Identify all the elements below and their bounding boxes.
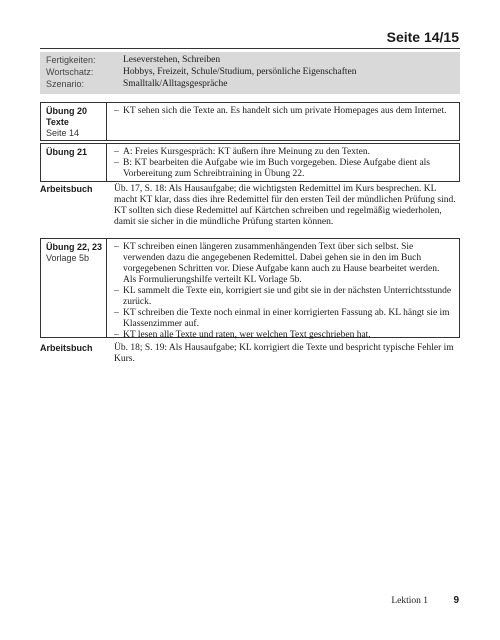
skills-row-szenario: [40, 79, 460, 91]
page-title: Seite 14/15: [386, 29, 459, 45]
exercise-title: Übung 20: [46, 106, 88, 116]
footer-lesson: Lektion 1: [391, 596, 428, 606]
skills-value: Leseverstehen, Schreiben: [123, 55, 221, 65]
workbook-note: [40, 184, 460, 228]
exercise-box-21: [40, 143, 460, 182]
exercise-item: – KT schreiben die Texte noch einmal in einer korrigierten Fassung ab. KL hängt sie im Klassenzimmer auf.: [114, 308, 450, 329]
workbook-text: Üb. 18; S. 19: Als Hausaufgabe; KL korrigiert die Texte und bespricht typische Fehler im Kurs.: [114, 343, 454, 364]
exercise-item: – A: Freies Kursgespräch: KT äußern ihre Meinung zu den Texten.: [114, 147, 370, 157]
exercise-page-ref: Seite 14: [46, 128, 80, 138]
skills-label: Szenario:: [46, 79, 85, 89]
workbook-text: Üb. 17, S. 18: Als Hausaufgabe; die wichtigsten Redemittel im Kurs besprechen. KL macht KT klar, dass dies ihre Redemittel für den ersten Teil der mündlichen Prüfung sind. KT sollten sich diese Redemittel auf Kärtchen schreiben und regelmäßig wiederholen, damit sie sicher in die mündliche Prüfung starten können.: [114, 184, 456, 227]
skills-box: [40, 52, 460, 94]
exercise-item: – KT sehen sich die Texte an. Es handelt sich um private Homepages aus dem Internet.: [114, 106, 447, 116]
exercise-label-cell: [41, 144, 107, 181]
workbook-label: Arbeitsbuch: [40, 343, 93, 353]
skills-row-wortschatz: [40, 67, 460, 79]
exercise-box-22-23: [40, 238, 460, 338]
exercise-item: – KL sammelt die Texte ein, korrigiert sie und gibt sie in der nächsten Unterrichtsstunde zurück.: [114, 286, 452, 307]
exercise-item: – KT schreiben einen längeren zusammenhängenden Text über sich selbst. Sie verwenden dazu die angegebenen Redemittel. Dabei gehen sie in den im Buch vorgegebenen Schritten vor. Diese Aufgabe kann auch zu Hause bearbeitet werden. Als Formulierungshilfe verteilt KL Vorlage 5b.: [114, 242, 440, 285]
exercise-title: Übung 21: [46, 147, 88, 157]
skills-value: Hobbys, Freizeit, Schule/Studium, persönliche Eigenschaften: [123, 67, 357, 77]
footer-page-number: 9: [453, 595, 459, 606]
exercise-item: – KT lesen alle Texte und raten, wer welchen Text geschrieben hat.: [114, 330, 371, 340]
workbook-note: [40, 343, 460, 365]
workbook-label: Arbeitsbuch: [40, 184, 93, 194]
exercise-subtitle: Texte: [46, 117, 69, 127]
exercise-box-20: [40, 102, 460, 141]
exercise-label-cell: [41, 239, 107, 337]
exercise-content: [108, 144, 459, 180]
exercise-content: [108, 239, 459, 341]
title-rule: [40, 48, 460, 49]
exercise-title: Übung 22, 23: [46, 242, 103, 252]
skills-label: Wortschatz:: [46, 67, 94, 77]
skills-value: Smalltalk/Alltagsgespräche: [123, 79, 228, 89]
skills-row-fertigkeiten: [40, 55, 460, 67]
skills-label: Fertigkeiten:: [46, 55, 96, 65]
exercise-content: [108, 103, 459, 117]
exercise-item: – B: KT bearbeiten die Aufgabe wie im Buch vorgegeben. Diese Aufgabe dient als Vorbereitung zum Schreibtraining in Übung 22.: [114, 158, 430, 179]
exercise-template-ref: Vorlage 5b: [46, 253, 90, 263]
exercise-label-cell: [41, 103, 107, 140]
